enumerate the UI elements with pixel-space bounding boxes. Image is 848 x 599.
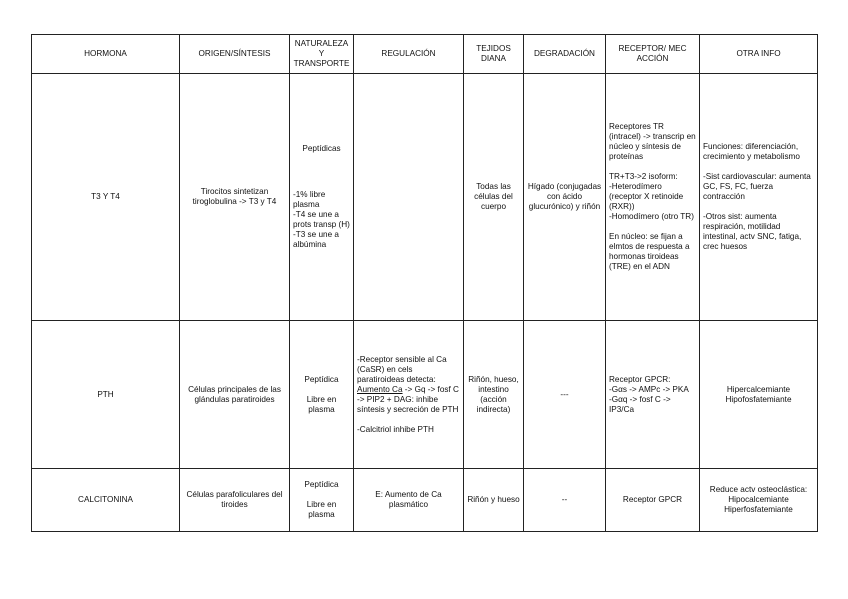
otra-info-cell: Hipercalcemiante Hipofosfatemiante <box>700 321 818 469</box>
header-origen: ORIGEN/SÍNTESIS <box>180 35 290 74</box>
header-row <box>32 35 818 74</box>
otra-info-text-2: -Sist cardiovascular: aumenta GC, FS, FC, fuerza contracción <box>703 172 811 201</box>
naturaleza-cell <box>290 321 354 469</box>
receptor-cell: Receptor GPCR: -Gαs -> AMPc -> PKA -Gαq -> fosf C -> IP3/Ca <box>606 321 700 469</box>
hormona-cell: CALCITONINA <box>32 469 180 532</box>
regulacion-underlined: Aumento Ca <box>357 384 403 394</box>
origen-cell: Células principales de las glándulas paratiroides <box>180 321 290 469</box>
tejidos-cell: Riñón, hueso, intestino (acción indirecta) <box>464 321 524 469</box>
naturaleza-tipo: Peptídicas <box>302 144 341 153</box>
header-hormona: HORMONA <box>32 35 180 74</box>
header-naturaleza: NATURALEZA Y TRANSPORTE <box>290 35 354 74</box>
naturaleza-transporte: Libre en plasma <box>306 394 337 414</box>
degradacion-cell: -- <box>524 469 606 532</box>
regulacion-cell <box>354 74 464 321</box>
tejidos-cell: Riñón y hueso <box>464 469 524 532</box>
receptor-cell <box>606 74 700 321</box>
tejidos-cell: Todas las células del cuerpo <box>464 74 524 321</box>
regulacion-cell <box>354 321 464 469</box>
receptor-text-1: Receptores TR (intracel) -> transcrip en núcleo y síntesis de proteínas <box>609 122 696 161</box>
naturaleza-cell <box>290 74 354 321</box>
regulacion-cell: E: Aumento de Ca plasmático <box>354 469 464 532</box>
otra-info-cell <box>700 74 818 321</box>
otra-info-cell: Reduce actv osteoclástica: Hipocalcemiante Hiperfosfatemiante <box>700 469 818 532</box>
regulacion-text-1: -Receptor sensible al Ca (CaSR) en cels paratiroideas detecta: <box>357 354 447 384</box>
header-degradacion: DEGRADACIÓN <box>524 35 606 74</box>
header-receptor: RECEPTOR/ MEC ACCIÓN <box>606 35 700 74</box>
table-row <box>32 469 818 532</box>
table-row <box>32 321 818 469</box>
naturaleza-tipo: Peptídica <box>304 480 339 489</box>
degradacion-cell: Hígado (conjugadas con ácido glucurónico) y riñón <box>524 74 606 321</box>
naturaleza-tipo: Peptídica <box>304 374 339 384</box>
regulacion-text-3: -Calcitriol inhibe PTH <box>357 424 434 434</box>
header-regulacion: REGULACIÓN <box>354 35 464 74</box>
naturaleza-cell <box>290 469 354 532</box>
naturaleza-transporte: Libre en plasma <box>306 500 337 519</box>
receptor-text-3: En núcleo: se fijan a elmtos de respuesta a hormonas tiroideas (TRE) en el ADN <box>609 232 690 271</box>
header-tejidos: TEJIDOS DIANA <box>464 35 524 74</box>
hormone-table <box>31 34 818 532</box>
otra-info-text-3: -Otros sist: aumenta respiración, motilidad intestinal, actv SNC, fatiga, crec huesos <box>703 212 802 251</box>
degradacion-cell: --- <box>524 321 606 469</box>
header-otra-info: OTRA INFO <box>700 35 818 74</box>
receptor-cell: Receptor GPCR <box>606 469 700 532</box>
regulacion-text-2: -> Gq -> fosf C -> PIP2 + DAG: inhibe síntesis y secreción de PTH <box>357 384 459 414</box>
table-row <box>32 74 818 321</box>
otra-info-text-1: Funciones: diferenciación, crecimiento y metabolismo <box>703 142 800 161</box>
origen-cell: Tirocitos sintetizan tiroglobulina -> T3 y T4 <box>180 74 290 321</box>
hormona-cell: T3 Y T4 <box>32 74 180 321</box>
origen-cell: Células parafoliculares del tiroides <box>180 469 290 532</box>
receptor-text-2: TR+T3->2 isoform: -Heterodímero (receptor X retinoide (RXR)) -Homodímero (otro TR) <box>609 172 694 221</box>
hormona-cell: PTH <box>32 321 180 469</box>
naturaleza-transporte: -1% libre plasma -T4 se une a prots transp (H) -T3 se une a albúmina <box>293 190 350 249</box>
